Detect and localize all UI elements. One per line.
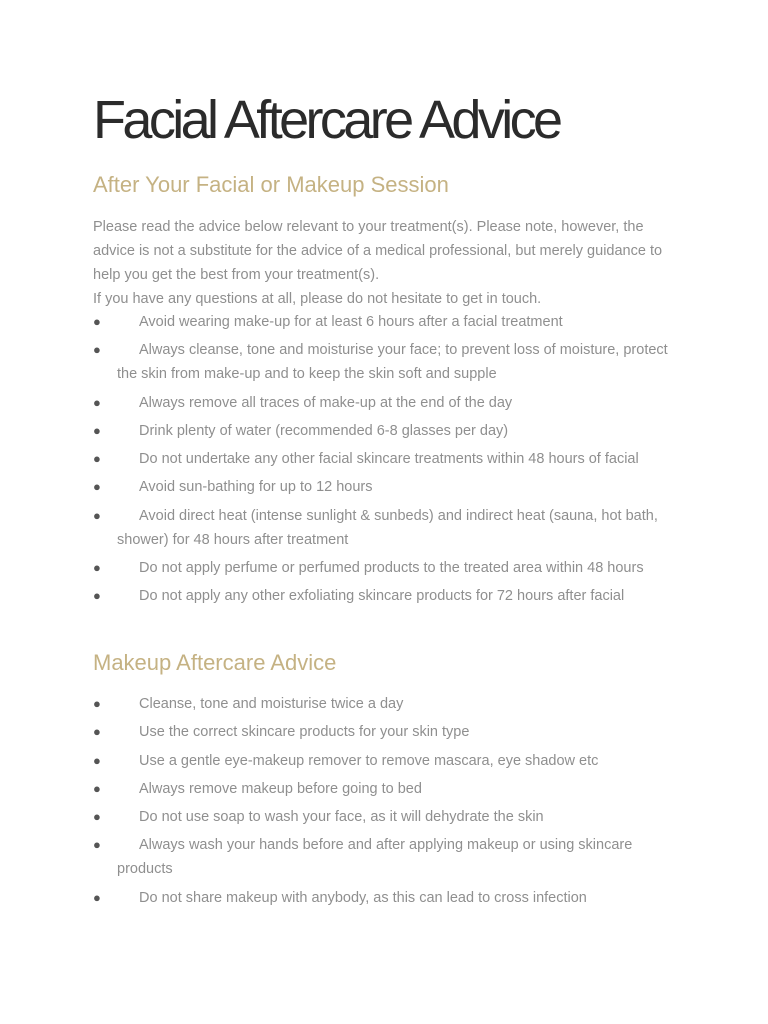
intro-paragraph: If you have any questions at all, please do not hesitate to get in touch.	[93, 291, 542, 307]
list-item-text: Do not undertake any other facial skincare treatments within 48 hours of facial	[139, 451, 639, 468]
list-item-text: Always cleanse, tone and moisturise your face; to prevent loss of moisture, protect the skin from make-up and to keep the skin soft and supple	[117, 342, 668, 383]
bullet-icon: ●	[93, 588, 101, 604]
bullet-icon: ●	[93, 314, 101, 329]
bullet-icon: ●	[93, 724, 101, 740]
bullet-icon: ●	[93, 809, 101, 825]
list-item	[93, 310, 683, 334]
intro-paragraph: Please read the advice below relevant to your treatment(s). Please note, however, the advice is not a substitute for the advice of a medical professional, but merely guidance to help you get the best from your treatment(s).	[93, 219, 663, 283]
bullet-icon: ●	[93, 696, 101, 711]
list-item	[93, 447, 683, 471]
list-item-text: Do not apply perfume or perfumed products to the treated area within 48 hours	[139, 560, 644, 577]
list-item	[93, 475, 683, 499]
list-item	[93, 504, 683, 552]
list-item	[93, 338, 683, 386]
list-item-text: Always remove all traces of make-up at the end of the day	[139, 394, 513, 411]
bullet-icon: ●	[93, 837, 101, 853]
list-item-text: Always remove makeup before going to bed	[139, 780, 422, 797]
list-item	[93, 419, 683, 443]
makeup-aftercare-list	[93, 692, 683, 914]
bullet-icon: ●	[93, 394, 101, 410]
list-item-text: Do not use soap to wash your face, as it will dehydrate the skin	[139, 809, 544, 826]
list-item-text: Do not apply any other exfoliating skincare products for 72 hours after facial	[139, 588, 625, 605]
section-heading-makeup-aftercare: Makeup Aftercare Advice	[93, 650, 337, 675]
list-item	[93, 556, 683, 580]
list-item	[93, 692, 683, 716]
bullet-icon: ●	[93, 342, 101, 358]
bullet-icon: ●	[93, 560, 101, 576]
intro-text	[93, 215, 683, 311]
list-item	[93, 833, 683, 881]
bullet-icon: ●	[93, 752, 101, 768]
list-item-text: Do not share makeup with anybody, as this can lead to cross infection	[139, 889, 587, 906]
list-item-text: Always wash your hands before and after applying makeup or using skincare products	[117, 837, 633, 878]
list-item-text: Use a gentle eye-makeup remover to remove mascara, eye shadow etc	[139, 752, 599, 769]
bullet-icon: ●	[93, 479, 101, 495]
list-item-text: Avoid direct heat (intense sunlight & sunbeds) and indirect heat (sauna, hot bath, shower) for 48 hours after treatment	[117, 507, 658, 548]
bullet-icon: ●	[93, 780, 101, 796]
list-item-text: Cleanse, tone and moisturise twice a day	[139, 696, 404, 712]
list-item-text: Use the correct skincare products for your skin type	[139, 724, 470, 741]
list-item	[93, 886, 683, 910]
section-heading-after-session: After Your Facial or Makeup Session	[93, 172, 449, 197]
list-item	[93, 720, 683, 744]
bullet-icon: ●	[93, 889, 101, 905]
list-item-text: Avoid sun-bathing for up to 12 hours	[139, 479, 373, 496]
list-item-text: Drink plenty of water (recommended 6-8 glasses per day)	[139, 422, 509, 439]
list-item	[93, 805, 683, 829]
bullet-icon: ●	[93, 422, 101, 438]
list-item	[93, 777, 683, 801]
facial-aftercare-list	[93, 310, 683, 613]
list-item	[93, 391, 683, 415]
bullet-icon: ●	[93, 507, 101, 523]
list-item	[93, 584, 683, 608]
document-title: Facial Aftercare Advice	[93, 90, 560, 150]
list-item-text: Avoid wearing make-up for at least 6 hours after a facial treatment	[139, 314, 563, 330]
bullet-icon: ●	[93, 451, 101, 467]
list-item	[93, 749, 683, 773]
